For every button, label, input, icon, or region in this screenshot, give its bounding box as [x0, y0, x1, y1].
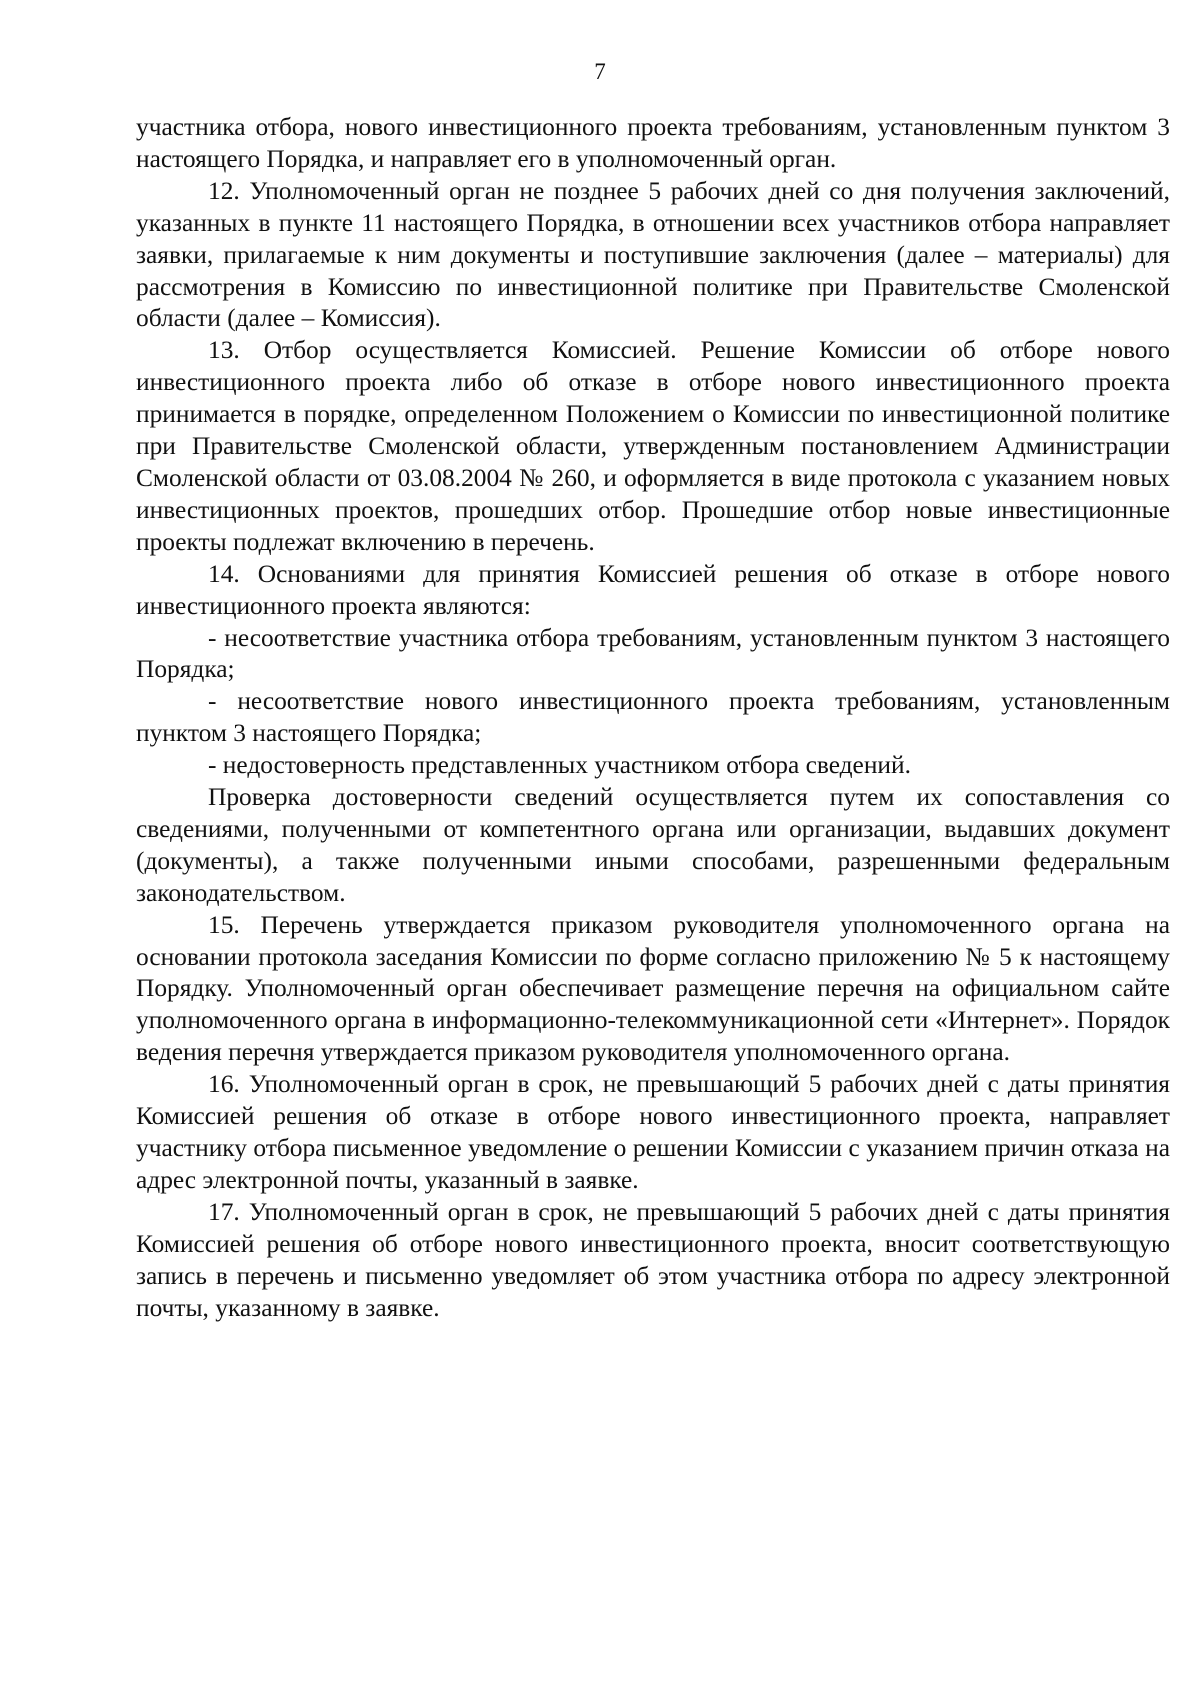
paragraph-item-17: 17. Уполномоченный орган в срок, не превышающий 5 рабочих дней с даты принятия Комиссией решения об отборе нового инвестиционного проекта, вносит соответствующую запись в перечень и письменно уведомляет об этом участника отбора по адресу электронной почты, указанному в заявке. [136, 1197, 1170, 1322]
paragraph-item-16: 16. Уполномоченный орган в срок, не превышающий 5 рабочих дней с даты принятия Комиссией решения об отказе в отборе нового инвестиционного проекта, направляет участнику отбора письменное уведомление о решении Комиссии с указанием причин отказа на адрес электронной почты, указанный в заявке. [136, 1070, 1170, 1194]
paragraph-item-13: 13. Отбор осуществляется Комиссией. Решение Комиссии об отборе нового инвестиционного проекта либо об отказе в отборе нового инвестиционного проекта принимается в порядке, определенном Положением о Комиссии по инвестиционной политике при Правительстве Смоленской области, утвержденным постановлением Администрации Смоленской области от 03.08.2004 № 260, и оформляется в виде протокола с указанием новых инвестиционных проектов, прошедших отбор. Прошедшие отбор новые инвестиционные проекты подлежат включению в перечень. [136, 336, 1170, 556]
page-number: 7 [594, 59, 606, 84]
paragraph-item-14-bullet-2: - несоответствие нового инвестиционного проекта требованиям, установленным пунктом 3 настоящего Порядка; [136, 687, 1170, 748]
paragraph-continuation: участника отбора, нового инвестиционного проекта требованиям, установленным пунктом 3 настоящего Порядка, и направляет его в уполномоченный орган. [136, 113, 1170, 173]
paragraph-verification: Проверка достоверности сведений осуществляется путем их сопоставления со сведениями, полученными от компетентного органа или организации, выдавших документ (документы), а также полученными иными способами, разрешенными федеральным законодательством. [136, 783, 1170, 907]
paragraph-item-14: 14. Основаниями для принятия Комиссией решения об отказе в отборе нового инвестиционного проекта являются: [136, 559, 1170, 620]
paragraph-item-15: 15. Перечень утверждается приказом руководителя уполномоченного органа на основании протокола заседания Комиссии по форме согласно приложению № 5 к настоящему Порядку. Уполномоченный орган обеспечивает размещение перечня на официальном сайте уполномоченного органа в информационно-телекоммуникационной сети «Интернет». Порядок ведения перечня утверждается приказом руководителя уполномоченного органа. [136, 910, 1170, 1067]
document-body [136, 112, 1170, 1324]
paragraph-item-14-bullet-3: - недостоверность представленных участником отбора сведений. [208, 751, 911, 780]
paragraph-item-14-bullet-1: - несоответствие участника отбора требованиям, установленным пунктом 3 настоящего Порядка; [136, 623, 1170, 684]
paragraph-item-12: 12. Уполномоченный орган не позднее 5 рабочих дней со дня получения заключений, указанных в пункте 11 настоящего Порядка, в отношении всех участников отбора направляет заявки, прилагаемые к ним документы и поступившие заключения (далее – материалы) для рассмотрения в Комиссию по инвестиционной политике при Правительстве Смоленской области (далее – Комиссия). [136, 176, 1170, 333]
